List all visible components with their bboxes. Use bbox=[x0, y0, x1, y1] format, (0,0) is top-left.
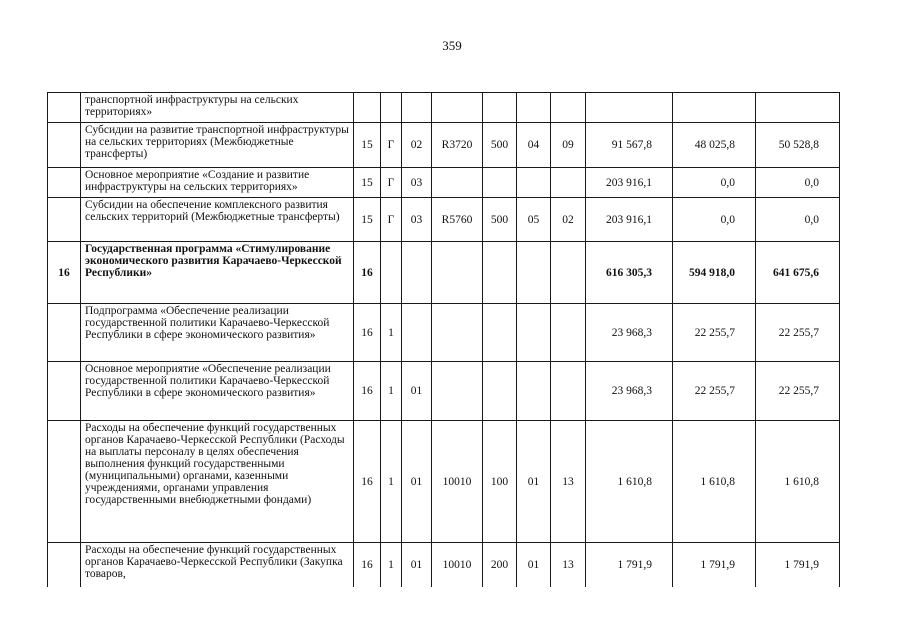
item-name: Субсидии на развитие транспортной инфраструктуры на сельских территориях (Межбюджетные трансферты) bbox=[81, 123, 354, 168]
code-cell bbox=[551, 362, 586, 421]
code-cell bbox=[381, 93, 402, 123]
code-cell bbox=[432, 168, 483, 198]
code-cell bbox=[432, 362, 483, 421]
table-row bbox=[48, 242, 840, 304]
code-cell bbox=[432, 93, 483, 123]
row-number bbox=[48, 93, 81, 123]
code-cell bbox=[517, 304, 551, 362]
code-cell: Г bbox=[381, 168, 402, 198]
table-row bbox=[48, 362, 840, 421]
code-cell: 05 bbox=[517, 198, 551, 242]
amount-cell: 48 025,8 bbox=[673, 123, 756, 168]
code-cell: 01 bbox=[402, 362, 432, 421]
amount-cell: 1 791,9 bbox=[586, 543, 673, 587]
code-cell: 03 bbox=[402, 198, 432, 242]
table-row bbox=[48, 421, 840, 543]
code-cell: 09 bbox=[551, 123, 586, 168]
amount-cell: 203 916,1 bbox=[586, 168, 673, 198]
table-row bbox=[48, 543, 840, 587]
code-cell bbox=[517, 93, 551, 123]
amount-cell: 1 610,8 bbox=[586, 421, 673, 543]
code-cell bbox=[551, 242, 586, 304]
code-cell: R3720 bbox=[432, 123, 483, 168]
item-name: Подпрограмма «Обеспечение реализации государственной политики Карачаево-Черкесской Республики в сфере экономического развития» bbox=[81, 304, 354, 362]
amount-cell bbox=[673, 93, 756, 123]
amount-cell: 50 528,8 bbox=[756, 123, 840, 168]
table-row bbox=[48, 123, 840, 168]
code-cell: 16 bbox=[354, 304, 381, 362]
code-cell: 500 bbox=[483, 198, 517, 242]
code-cell bbox=[483, 168, 517, 198]
code-cell: 16 bbox=[354, 242, 381, 304]
code-cell bbox=[551, 168, 586, 198]
code-cell: 01 bbox=[517, 543, 551, 587]
amount-cell: 1 610,8 bbox=[673, 421, 756, 543]
amount-cell: 0,0 bbox=[756, 198, 840, 242]
code-cell: 03 bbox=[402, 168, 432, 198]
amount-cell: 23 968,3 bbox=[586, 304, 673, 362]
row-number: 16 bbox=[48, 242, 81, 304]
amount-cell: 91 567,8 bbox=[586, 123, 673, 168]
code-cell bbox=[381, 242, 402, 304]
amount-cell: 23 968,3 bbox=[586, 362, 673, 421]
amount-cell: 616 305,3 bbox=[586, 242, 673, 304]
code-cell: 200 bbox=[483, 543, 517, 587]
budget-table bbox=[47, 92, 840, 587]
amount-cell: 22 255,7 bbox=[673, 304, 756, 362]
code-cell: 01 bbox=[517, 421, 551, 543]
amount-cell: 22 255,7 bbox=[756, 362, 840, 421]
row-number bbox=[48, 304, 81, 362]
code-cell bbox=[402, 304, 432, 362]
amount-cell: 22 255,7 bbox=[756, 304, 840, 362]
code-cell bbox=[402, 93, 432, 123]
code-cell bbox=[483, 304, 517, 362]
code-cell bbox=[517, 242, 551, 304]
amount-cell: 0,0 bbox=[673, 198, 756, 242]
code-cell: Г bbox=[381, 123, 402, 168]
code-cell bbox=[551, 304, 586, 362]
table-row bbox=[48, 304, 840, 362]
item-name: Основное мероприятие «Создание и развитие инфраструктуры на сельских территориях» bbox=[81, 168, 354, 198]
code-cell: 13 bbox=[551, 543, 586, 587]
amount-cell: 1 610,8 bbox=[756, 421, 840, 543]
row-number bbox=[48, 123, 81, 168]
code-cell bbox=[354, 93, 381, 123]
amount-cell bbox=[586, 93, 673, 123]
table-row bbox=[48, 168, 840, 198]
code-cell: 04 bbox=[517, 123, 551, 168]
amount-cell: 203 916,1 bbox=[586, 198, 673, 242]
item-name: Государственная программа «Стимулирование экономического развития Карачаево-Черкесской Республики» bbox=[81, 242, 354, 304]
code-cell: 1 bbox=[381, 362, 402, 421]
code-cell bbox=[517, 168, 551, 198]
code-cell: Г bbox=[381, 198, 402, 242]
row-number bbox=[48, 543, 81, 587]
item-name: Основное мероприятие «Обеспечение реализации государственной политики Карачаево-Черкесской Республики в сфере экономического развития» bbox=[81, 362, 354, 421]
code-cell: 1 bbox=[381, 543, 402, 587]
code-cell bbox=[402, 242, 432, 304]
code-cell bbox=[483, 242, 517, 304]
code-cell: 1 bbox=[381, 304, 402, 362]
amount-cell: 594 918,0 bbox=[673, 242, 756, 304]
row-number bbox=[48, 168, 81, 198]
page-number: 359 bbox=[442, 38, 462, 53]
amount-cell: 22 255,7 bbox=[673, 362, 756, 421]
code-cell: 16 bbox=[354, 543, 381, 587]
code-cell: 16 bbox=[354, 362, 381, 421]
code-cell: 10010 bbox=[432, 421, 483, 543]
code-cell bbox=[517, 362, 551, 421]
item-name: Расходы на обеспечение функций государственных органов Карачаево-Черкесской Республики (Закупка товаров, bbox=[81, 543, 354, 587]
item-name: Субсидии на обеспечение комплексного развития сельских территорий (Межбюджетные трансферты) bbox=[81, 198, 354, 242]
code-cell: 15 bbox=[354, 198, 381, 242]
table-row bbox=[48, 93, 840, 123]
code-cell: 01 bbox=[402, 421, 432, 543]
row-number bbox=[48, 421, 81, 543]
code-cell: 500 bbox=[483, 123, 517, 168]
row-number bbox=[48, 362, 81, 421]
code-cell bbox=[432, 304, 483, 362]
amount-cell: 0,0 bbox=[673, 168, 756, 198]
amount-cell: 1 791,9 bbox=[673, 543, 756, 587]
item-name: транспортной инфраструктуры на сельских территориях» bbox=[81, 93, 354, 123]
amount-cell: 641 675,6 bbox=[756, 242, 840, 304]
code-cell bbox=[483, 362, 517, 421]
code-cell: 15 bbox=[354, 168, 381, 198]
code-cell: 02 bbox=[402, 123, 432, 168]
table-row bbox=[48, 198, 840, 242]
code-cell: 01 bbox=[402, 543, 432, 587]
code-cell: R5760 bbox=[432, 198, 483, 242]
code-cell bbox=[551, 93, 586, 123]
amount-cell: 0,0 bbox=[756, 168, 840, 198]
row-number bbox=[48, 198, 81, 242]
code-cell: 15 bbox=[354, 123, 381, 168]
code-cell bbox=[432, 242, 483, 304]
code-cell: 16 bbox=[354, 421, 381, 543]
code-cell: 10010 bbox=[432, 543, 483, 587]
code-cell: 02 bbox=[551, 198, 586, 242]
item-name: Расходы на обеспечение функций государственных органов Карачаево-Черкесской Республики (Расходы на выплаты персоналу в целях обеспечения выполнения функций государственными (муниципальными) органами, казенными учреждениями, органами управления государственными внебюджетными фондами) bbox=[81, 421, 354, 543]
code-cell: 100 bbox=[483, 421, 517, 543]
amount-cell: 1 791,9 bbox=[756, 543, 840, 587]
code-cell bbox=[483, 93, 517, 123]
code-cell: 1 bbox=[381, 421, 402, 543]
code-cell: 13 bbox=[551, 421, 586, 543]
amount-cell bbox=[756, 93, 840, 123]
